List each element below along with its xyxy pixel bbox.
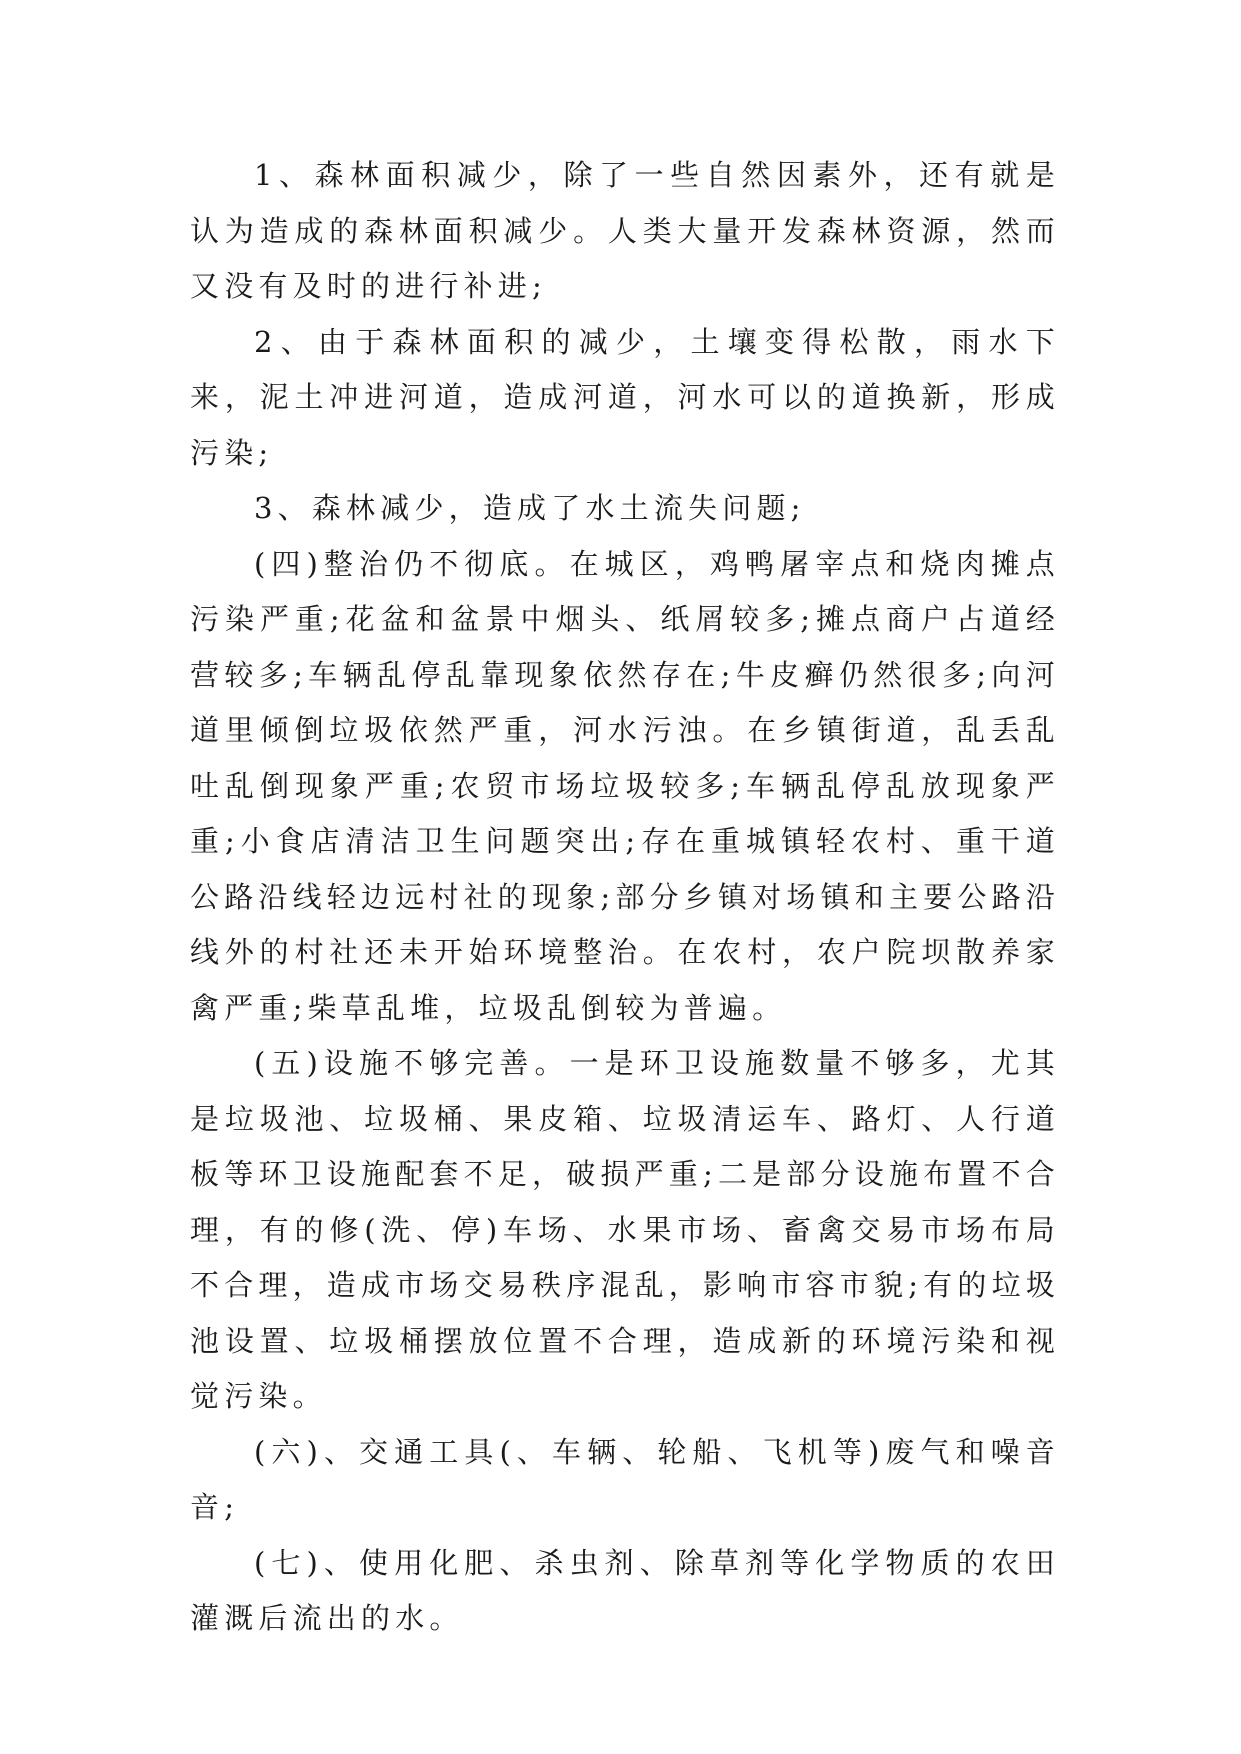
- paragraph-soil-erosion: 3、森林减少，造成了水土流失问题;: [254, 491, 806, 525]
- document-body: [190, 148, 1060, 1647]
- paragraph-forest-area: 1、森林面积减少，除了一些自然因素外，还有就是认为造成的森林面积减少。人类大量开发森林资源，然而又没有及时的进行补进;: [190, 158, 1060, 303]
- paragraph-agriculture: (七)、使用化肥、杀虫剂、除草剂等化学物质的农田灌溉后流出的水。: [190, 1545, 1060, 1635]
- paragraph-soil-loosening: 2、由于森林面积的减少，土壤变得松散，雨水下来，泥土冲进河道，造成河道，河水可以的道换新，形成污染;: [190, 324, 1060, 470]
- paragraph-facilities: (五)设施不够完善。一是环卫设施数量不够多，尤其是垃圾池、垃圾桶、果皮箱、垃圾清运车、路灯、人行道板等环卫设施配套不足，破损严重;二是部分设施布置不合理，有的修(洗、停)车场、水果市场、畜禽交易市场布局不合理，造成市场交易秩序混乱，影响市容市貌;有的垃圾池设置、垃圾桶摆放位置不合理，造成新的环境污染和视觉污染。: [190, 1046, 1060, 1413]
- paragraph-rectification: (四)整治仍不彻底。在城区，鸡鸭屠宰点和烧肉摊点污染严重;花盆和盆景中烟头、纸屑较多;摊点商户占道经营较多;车辆乱停乱靠现象依然存在;牛皮癣仍然很多;向河道里倾倒垃圾依然严重，河水污浊。在乡镇街道，乱丢乱吐乱倒现象严重;农贸市场垃圾较多;车辆乱停乱放现象严重;小食店清洁卫生问题突出;存在重城镇轻农村、重干道公路沿线轻边远村社的现象;部分乡镇对场镇和主要公路沿线外的村社还未开始环境整治。在农村，农户院坝散养家禽严重;柴草乱堆，垃圾乱倒较为普遍。: [190, 546, 1060, 1025]
- paragraph-transport: (六)、交通工具(、车辆、轮船、飞机等)废气和噪音音;: [190, 1434, 1060, 1524]
